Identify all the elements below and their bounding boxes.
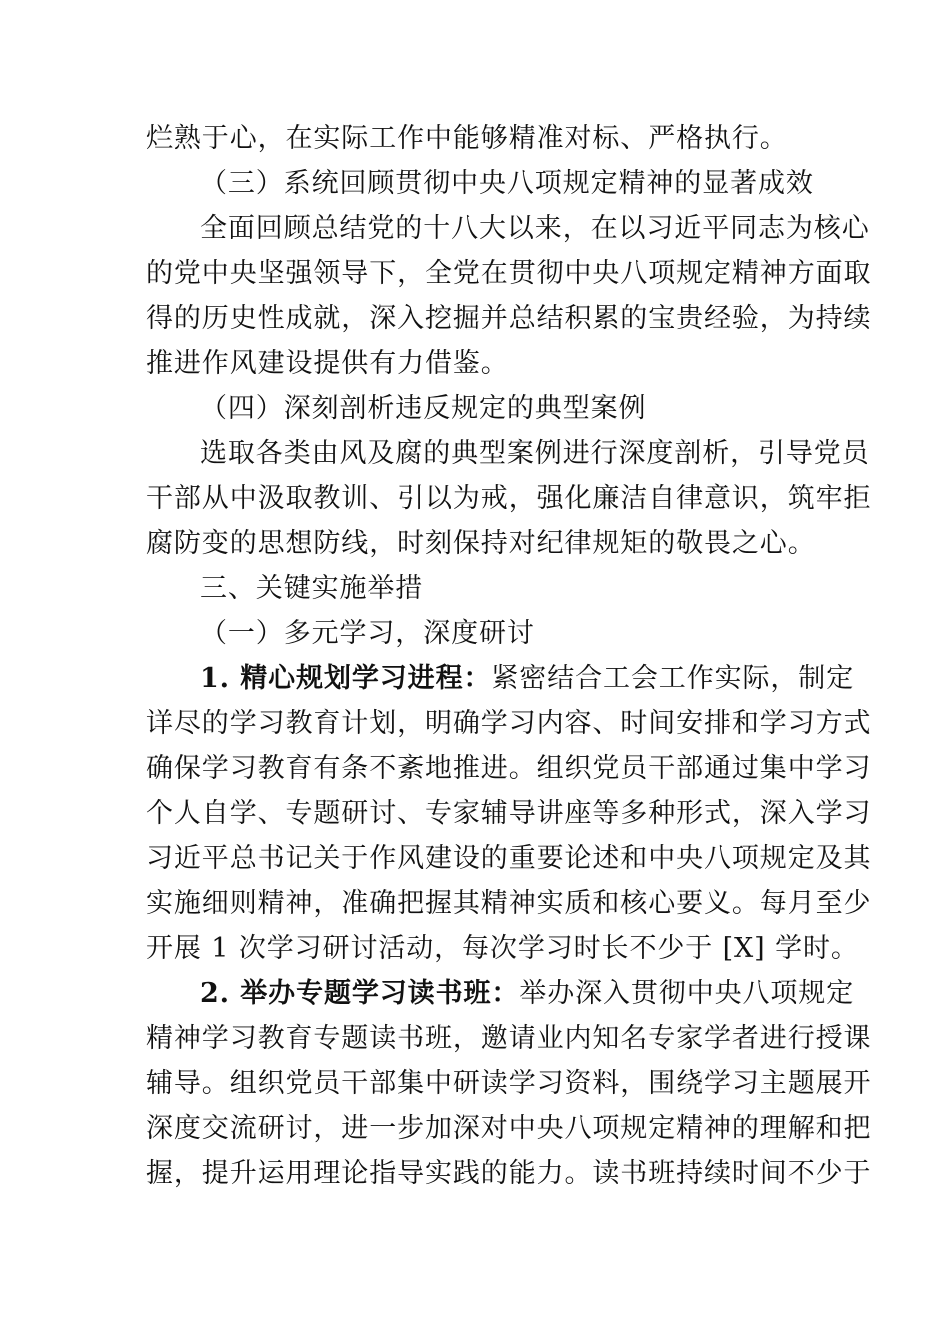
section-heading: （三）系统回顾贯彻中央八项规定精神的显著成效 bbox=[200, 168, 814, 199]
paragraph-start-line: 选取各类由风及腐的典型案例进行深度剖析，引导党员 bbox=[200, 438, 870, 469]
item-title-bold: 1. 精心规划学习进程： bbox=[200, 663, 492, 694]
item-text: 紧密结合工会工作实际，制定 bbox=[491, 663, 855, 694]
body-text-line: 辅导。组织党员干部集中研读学习资料，围绕学习主题展开 bbox=[146, 1068, 872, 1099]
body-text-line: 干部从中汲取教训、引以为戒，强化廉洁自律意识，筑牢拒 bbox=[146, 483, 872, 514]
chapter-heading: 三、关键实施举措 bbox=[200, 573, 424, 604]
body-text-line: 精神学习教育专题读书班，邀请业内知名专家学者进行授课 bbox=[146, 1023, 872, 1054]
body-text-line: 实施细则精神，准确把握其精神实质和核心要义。每月至少 bbox=[146, 888, 872, 919]
numbered-item-line bbox=[200, 974, 854, 1014]
body-text-line: 个人自学、专题研讨、专家辅导讲座等多种形式，深入学习 bbox=[146, 798, 872, 829]
body-text-line: 深度交流研讨，进一步加深对中央八项规定精神的理解和把 bbox=[146, 1113, 872, 1144]
body-text-line: 握，提升运用理论指导实践的能力。读书班持续时间不少于 bbox=[146, 1158, 872, 1189]
body-text-line: 推进作风建设提供有力借鉴。 bbox=[146, 348, 509, 379]
body-text-line: 的党中央坚强领导下，全党在贯彻中央八项规定精神方面取 bbox=[146, 258, 872, 289]
body-text-line: 烂熟于心，在实际工作中能够精准对标、严格执行。 bbox=[146, 123, 788, 154]
item-text: 举办深入贯彻中央八项规定 bbox=[519, 978, 855, 1009]
paragraph-start-line: 全面回顾总结党的十八大以来，在以习近平同志为核心 bbox=[200, 213, 870, 244]
body-text-line: 得的历史性成就，深入挖掘并总结积累的宝贵经验，为持续 bbox=[146, 303, 872, 334]
section-heading: （一）多元学习，深度研讨 bbox=[200, 618, 535, 649]
body-text-line: 详尽的学习教育计划，明确学习内容、时间安排和学习方式 bbox=[146, 708, 872, 739]
section-heading: （四）深刻剖析违反规定的典型案例 bbox=[200, 393, 647, 424]
item-title-bold: 2. 举办专题学习读书班： bbox=[200, 978, 520, 1009]
body-text-line: 开展 1 次学习研讨活动，每次学习时长不少于 [X] 学时。 bbox=[146, 933, 859, 964]
body-text-line: 腐防变的思想防线，时刻保持对纪律规矩的敬畏之心。 bbox=[146, 528, 816, 559]
body-text-line: 习近平总书记关于作风建设的重要论述和中央八项规定及其 bbox=[146, 843, 872, 874]
numbered-item-line bbox=[200, 659, 854, 699]
body-text-line: 确保学习教育有条不紊地推进。组织党员干部通过集中学习 bbox=[146, 753, 872, 784]
